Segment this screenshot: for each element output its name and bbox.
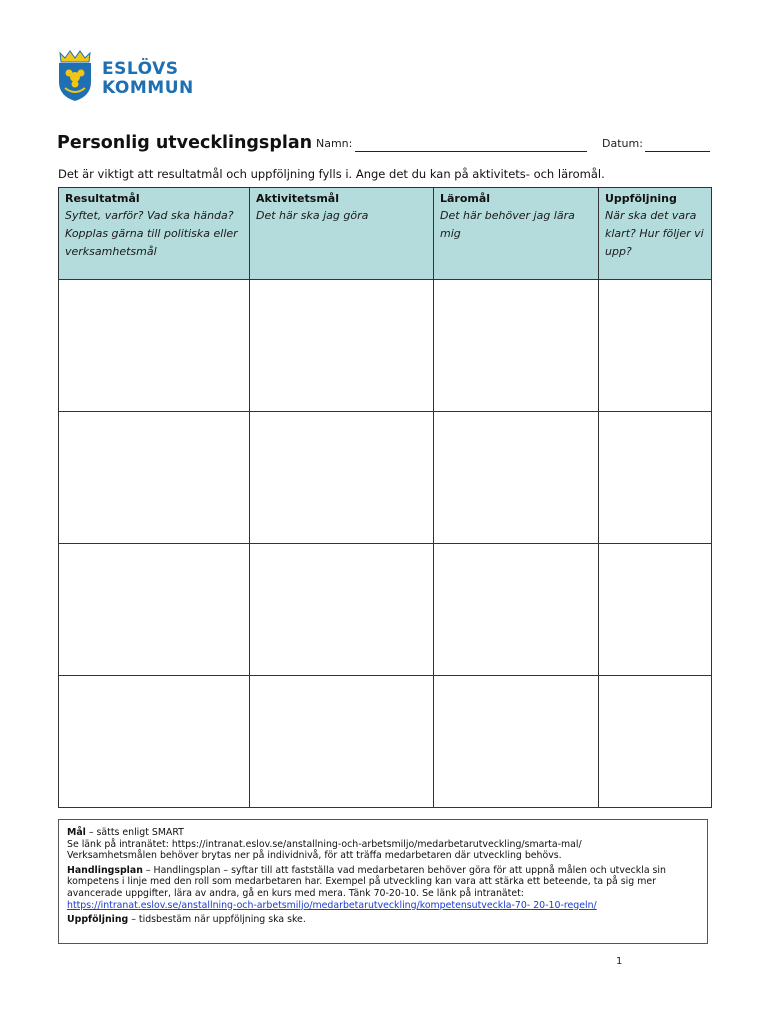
name-label: Namn:	[316, 137, 353, 150]
mal-link-text: Se länk på intranätet: https://intranat.eslov.se/anstallning-och-arbetsmiljo/medarbetarutveckling/smarta-mal/	[67, 838, 582, 850]
table-cell[interactable]	[59, 280, 250, 412]
column-title: Uppföljning	[605, 192, 677, 205]
column-header-uppfoljning	[599, 188, 712, 280]
table-row	[59, 280, 712, 412]
table-cell[interactable]	[434, 544, 599, 676]
development-plan-table	[58, 187, 712, 808]
table-cell[interactable]	[250, 676, 434, 808]
column-title: Läromål	[440, 192, 491, 205]
table-row	[59, 412, 712, 544]
column-header-resultatmal	[59, 188, 250, 280]
mal-text: – sätts enligt SMART	[85, 827, 184, 838]
mal-label: Mål	[67, 827, 86, 838]
name-field[interactable]	[355, 151, 587, 152]
handlingsplan-link[interactable]: https://intranat.eslov.se/anstallning-och-arbetsmiljo/medarbetarutveckling/kompetensutveckla-70- 20-10-regeln/	[67, 899, 597, 911]
coat-of-arms-icon	[56, 50, 94, 102]
info-box	[58, 819, 708, 944]
table-cell[interactable]	[599, 412, 712, 544]
mal-note: Verksamhetsmålen behöver brytas ner på individnivå, för att träffa medarbetaren där utveckling behövs.	[67, 850, 562, 862]
table-cell[interactable]	[59, 544, 250, 676]
column-header-laromal	[434, 188, 599, 280]
eslov-kommun-logo	[56, 50, 206, 102]
table-cell[interactable]	[250, 280, 434, 412]
handlingsplan-paragraph	[67, 865, 697, 911]
column-description: Det här ska jag göra	[256, 209, 369, 222]
date-field[interactable]	[645, 151, 710, 152]
table-cell[interactable]	[434, 676, 599, 808]
handlingsplan-text: – Handlingsplan – syftar till att fastställa vad medarbetaren behöver göra för att uppnå målen och utveckla sin kompetens i linje med den roll som medarbetaren har. Exempel på utveckling kan vara att stärka ett beteende, ta på sig mer avancerade uppgifter, lära av andra, gå en kurs med mera. Tänk 70-20-10. Se länk på intranätet:	[67, 864, 666, 899]
table-cell[interactable]	[599, 676, 712, 808]
table-cell[interactable]	[59, 676, 250, 808]
column-description: När ska det vara klart? Hur följer vi upp?	[605, 209, 704, 258]
column-header-aktivitetsmal	[250, 188, 434, 280]
page-number: 1	[616, 956, 623, 967]
date-label: Datum:	[602, 137, 643, 150]
uppfoljning-text: – tidsbestäm när uppföljning ska ske.	[128, 914, 306, 926]
column-title: Aktivitetsmål	[256, 192, 339, 205]
uppfoljning-paragraph	[67, 914, 697, 926]
table-cell[interactable]	[434, 280, 599, 412]
title-row	[57, 133, 712, 157]
column-description: Kopplas gärna till politiska eller verksamhetsmål	[65, 227, 238, 258]
table-row	[59, 544, 712, 676]
table-header-row	[59, 188, 712, 280]
table-cell[interactable]	[250, 544, 434, 676]
logo-line-2: KOMMUN	[102, 78, 194, 98]
column-description: Syftet, varför? Vad ska hända?	[65, 209, 234, 222]
column-title: Resultatmål	[65, 192, 140, 205]
handlingsplan-label: Handlingsplan	[67, 864, 143, 876]
table-cell[interactable]	[59, 412, 250, 544]
table-cell[interactable]	[250, 412, 434, 544]
logo-line-1: ESLÖVS	[102, 59, 179, 79]
table-row	[59, 676, 712, 808]
page-title: Personlig utvecklingsplan	[57, 133, 313, 153]
uppfoljning-label: Uppföljning	[67, 914, 129, 926]
column-description: Det här behöver jag lära mig	[440, 209, 575, 240]
table-cell[interactable]	[434, 412, 599, 544]
table-cell[interactable]	[599, 544, 712, 676]
intro-text: Det är viktigt att resultatmål och uppföljning fylls i. Ange det du kan på aktivitets- och läromål.	[58, 167, 605, 181]
mal-paragraph	[67, 827, 697, 862]
table-cell[interactable]	[599, 280, 712, 412]
